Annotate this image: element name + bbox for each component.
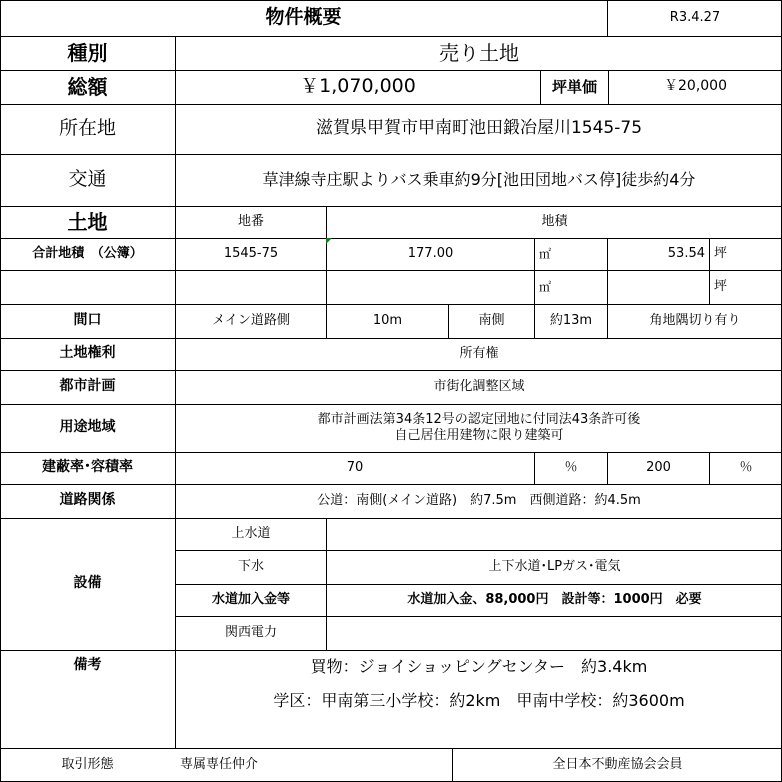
type-value: 売り土地 (439, 40, 519, 65)
frontage-side: メイン道路側 (212, 312, 290, 328)
city-plan-label: 都市計画 (59, 378, 116, 395)
chiban-header: 地番 (237, 213, 264, 229)
page-title: 物件概要 (265, 6, 342, 29)
remarks-school: 学区：甲南第三小学校：約2km 甲南中学校：約3600m (273, 691, 685, 710)
transport-label: 交通 (68, 168, 107, 191)
remarks-label: 備考 (73, 657, 102, 674)
tsubo-price-label: 坪単価 (551, 77, 597, 96)
blank-tsubo-unit: 坪 (714, 278, 728, 294)
location-label: 所在地 (58, 117, 116, 140)
frontage-note: 角地隅切り有り (649, 312, 741, 328)
transport-value: 草津線寺庄駅よりバス乗車約9分[池田団地バス停]徒歩約4分 (262, 170, 696, 189)
water-fee-value: 水道加入金、88,000円 設計等：1000円 必要 (407, 591, 702, 607)
zoning-line-2: 自己居住用建物に限り建築可 (394, 428, 564, 443)
tsubo-unit: 坪 (714, 245, 728, 261)
deal-type-label: 取引形態 (61, 756, 114, 772)
ratio-label: 建蔽率･容積率 (42, 459, 133, 476)
zoning-value (176, 404, 782, 452)
road-value: 公道：南側(メイン道路) 約7.5m 西側道路：約4.5m (317, 492, 641, 508)
frontage-width2: 約13m (549, 312, 593, 328)
type-label: 種別 (67, 40, 108, 65)
zoning-line-1: 都市計画法第34条12号の認定団地に付同法43条許可後 (317, 411, 641, 427)
road-label: 道路関係 (59, 492, 116, 509)
total-area-label: 合計地積 （公簿） (32, 245, 143, 261)
water-label: 上水道 (231, 525, 271, 541)
water-value (327, 518, 782, 550)
location-value: 滋賀県甲賀市甲南町池田鍛冶屋川1545-75 (315, 118, 643, 139)
floor-ratio-unit: ％ (739, 459, 753, 475)
rights-label: 土地権利 (59, 345, 116, 362)
area-header: 地積 (541, 213, 568, 229)
city-plan-value: 市街化調整区域 (433, 378, 525, 394)
frontage-side2: 南側 (478, 312, 505, 328)
facilities-label: 設備 (73, 575, 102, 592)
power-value (327, 616, 782, 650)
remarks-shopping: 買物：ジョイショッピングセンター 約3.4km (310, 657, 648, 676)
rights-value: 所有権 (459, 345, 499, 361)
land-label: 土地 (67, 209, 108, 234)
deal-type-value: 専属専任仲介 (180, 756, 259, 772)
sqm-unit: ㎡ (539, 246, 552, 261)
chiban-value: 1545-75 (223, 245, 279, 261)
area-sqm-value: 177.00 (407, 245, 454, 261)
document-date: R3.4.27 (669, 9, 721, 25)
area-tsubo-value: 53.54 (667, 245, 705, 261)
zoning-label: 用途地域 (59, 419, 116, 436)
price-label: 総額 (67, 74, 108, 99)
blank-sqm-unit: ㎡ (539, 279, 552, 294)
coverage-value: 70 (346, 459, 364, 475)
frontage-width: 10m (372, 312, 403, 328)
tsubo-price-value: ￥20,000 (664, 78, 727, 95)
sewer-label: 下水 (237, 558, 264, 574)
water-fee-label: 水道加入金等 (211, 591, 290, 607)
power-label: 関西電力 (224, 624, 277, 640)
coverage-unit: ％ (564, 459, 578, 475)
floor-ratio-value: 200 (646, 459, 671, 475)
frontage-label: 間口 (73, 312, 102, 329)
sewer-value: 上下水道･LPガス･電気 (488, 558, 621, 574)
association-name: 全日本不動産協会会員 (552, 756, 683, 772)
price-value: ￥1,070,000 (300, 75, 416, 98)
